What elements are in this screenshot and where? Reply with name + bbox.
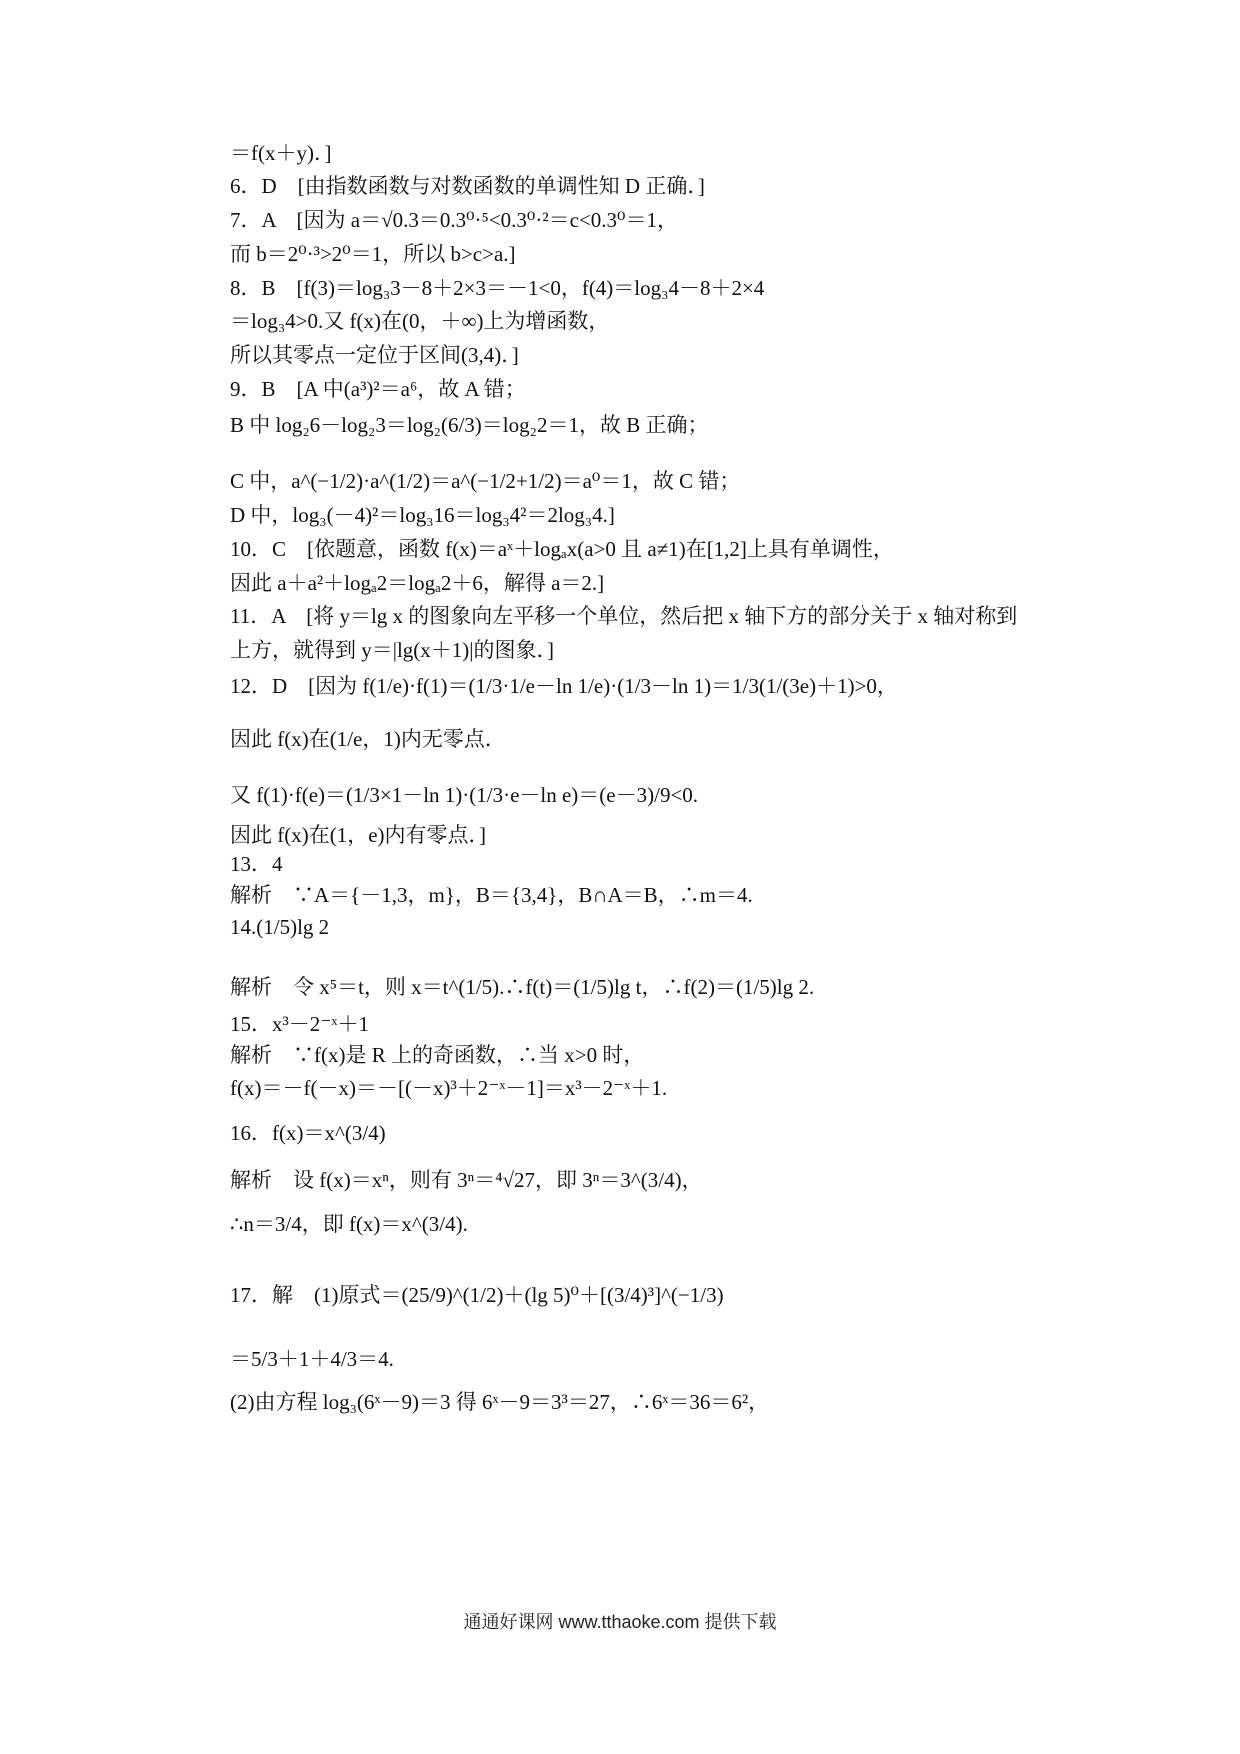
answer-line: 16．f(x)＝x^(3/4): [230, 1121, 386, 1145]
answer-line: 6．D [由指数函数与对数函数的单调性知 D 正确．]: [230, 174, 705, 198]
footer: 通通好课网 www.tthaoke.com 提供下载: [463, 1612, 777, 1632]
answer-line: 又 f(1)·f(e)＝(1/3×1－ln 1)·(1/3·e－ln e)＝(e－3)/9<0.: [230, 783, 699, 807]
answer-line: 解析 ∵A＝{－1,3，m}，B＝{3,4}，B∩A＝B，∴m＝4.: [230, 883, 753, 907]
answer-line: 10．C [依题意，函数 f(x)＝aˣ＋logₐx(a>0 且 a≠1)在[1,2]上具有单调性，: [230, 537, 894, 561]
answer-line: 7．A [因为 a＝√0.3＝0.3⁰·⁵<0.3⁰·²＝c<0.3⁰＝1，: [230, 208, 678, 232]
answer-line: 15．x³－2⁻ˣ＋1: [230, 1012, 369, 1036]
answer-line: 9．B [A 中(a³)²＝a⁶，故 A 错；: [230, 377, 526, 401]
answer-line: 因此 f(x)在(1/e，1)内无零点．: [230, 727, 506, 751]
answer-line: ＝f(x＋y)．]: [230, 141, 332, 165]
answer-line: 11．A [将 y＝lg x 的图象向左平移一个单位，然后把 x 轴下方的部分关于 x 轴对称到: [230, 604, 1018, 628]
answer-line: 因此 a＋a²＋logₐ2＝logₐ2＋6，解得 a＝2.]: [230, 571, 605, 595]
answer-line: 14.(1/5)lg 2: [230, 915, 330, 939]
answer-line: 17．解 (1)原式＝(25/9)^(1/2)＋(lg 5)⁰＋[(3/4)³]^(−1/3): [230, 1283, 724, 1307]
answer-line: 解析 设 f(x)＝xⁿ，则有 3ⁿ＝⁴√27，即 3ⁿ＝3^(3/4)，: [230, 1168, 703, 1192]
answer-line: 而 b＝2⁰·³>2⁰＝1，所以 b>c>a.]: [230, 242, 516, 266]
answer-line: (2)由方程 log₃(6ˣ－9)＝3 得 6ˣ－9＝3³＝27，∴6ˣ＝36＝6²，: [230, 1390, 770, 1414]
answer-line: 因此 f(x)在(1，e)内有零点．]: [230, 823, 487, 847]
answer-line: ＝5/3＋1＋4/3＝4.: [230, 1347, 394, 1371]
answer-line: ＝log₃4>0.又 f(x)在(0，＋∞)上为增函数，: [230, 309, 610, 333]
answer-line: D 中，log₃(－4)²＝log₃16＝log₃4²＝2log₃4.]: [230, 503, 615, 527]
answer-line: C 中，a^(−1/2)·a^(1/2)＝a^(−1/2+1/2)＝a⁰＝1，故 C 错；: [230, 469, 741, 493]
answer-line: 上方，就得到 y＝|lg(x＋1)|的图象．]: [230, 638, 554, 662]
answer-line: 13．4: [230, 852, 283, 876]
answer-line: B 中 log₂6－log₂3＝log₂(6/3)＝log₂2＝1，故 B 正确；: [230, 413, 709, 437]
answer-line: 8．B [f(3)＝log₃3－8＋2×3＝－1<0，f(4)＝log₃4－8＋2×4: [230, 276, 765, 300]
answer-line: f(x)＝－f(－x)＝－[(－x)³＋2⁻ˣ－1]＝x³－2⁻ˣ＋1.: [230, 1076, 668, 1100]
answer-line: ∴n＝3/4，即 f(x)＝x^(3/4).: [230, 1212, 468, 1236]
answer-line: 解析 ∵f(x)是 R 上的奇函数，∴当 x>0 时，: [230, 1043, 645, 1067]
answer-line: 解析 令 x⁵＝t，则 x＝t^(1/5).∴f(t)＝(1/5)lg t，∴f(2)＝(1/5)lg 2.: [230, 975, 815, 999]
answer-line: 所以其零点一定位于区间(3,4)．]: [230, 343, 519, 367]
answer-line: 12．D [因为 f(1/e)·f(1)＝(1/3·1/e－ln 1/e)·(1/3－ln 1)＝1/3(1/(3e)＋1)>0，: [230, 674, 898, 698]
